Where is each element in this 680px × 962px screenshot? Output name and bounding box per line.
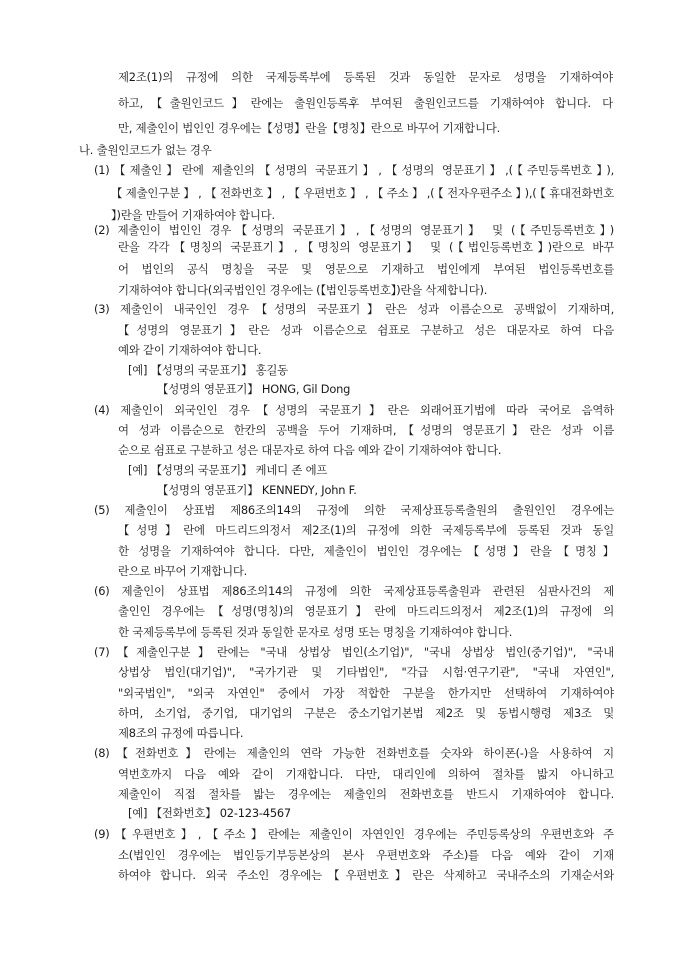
text-line: (7)【제출인구분】란에는 "국내 상법상 법인(소기업)", "국내 상법상 법인(중기업)", "국내 [94,645,614,659]
text-line: 란으로 바꾸어 기재합니다. [118,564,248,578]
text-line: 예와 같이 기재하여야 합니다. [118,343,262,357]
text-line: (5) 제출인이 상표법 제86조의14의 규정에 의한 국제상표등록출원의 출원인인 경우에는 [94,503,614,517]
text-line: 하며, 소기업, 중기업, 대기업의 구분은 중소기업기본법 제2조 및 동법시행령 제3조 및 [118,706,614,720]
text-line: 소(법인인 경우에는 법인등기부등본상의 본사 우편번호와 주소)를 다음 예와 같이 기재 [118,848,614,862]
text-line: 역번호까지 다음 예와 같이 기재합니다. 다만, 대리인에 의하여 절차를 밟지 아니하고 [118,767,614,781]
text-line: 출인인 경우에는【성명(명칭)의 영문표기】란에 마드리드의정서 제2조(1)의 규정에 의 [118,604,614,618]
text-line: (3) 제출인이 내국인인 경우【성명의 국문표기】란은 성과 이름순으로 공백없이 기재하며, [94,302,614,316]
text-line: 】)란을 만들어 기재하여야 합니다. [111,208,275,222]
text-line: 【성명의 영문표기】란은 성과 이름순으로 쉼표로 구분하고 성은 대문자로 하여 다음 [118,323,614,337]
text-line: "외국법인", "외국 자연인" 중에서 가장 적합한 구분을 한가지만 선택하여 기재하여야 [118,686,614,700]
text-line: 【성명】란에 마드리드의정서 제2조(1)의 규정에 의한 국제등록부에 등록된 것과 동일 [118,523,614,537]
text-line: 한 국제등록부에 등록된 것과 동일한 문자로 성명 또는 명칭을 기재하여야 합니다. [118,625,513,639]
text-line: 여 성과 이름순으로 한칸의 공백을 두어 기재하며,【성명의 영문표기】란은 성과 이름 [118,423,614,437]
example-line: [예] 【성명의 국문표기】 홍길동 [128,363,288,377]
text-line: 어 법인의 공식 명칭을 국문 및 영문으로 기재하고 법인에게 부여된 법인등록번호를 [118,262,614,276]
text-line: (4) 제출인이 외국인인 경우【성명의 국문표기】란은 외래어표기법에 따라 국어로 음역하 [94,403,614,417]
text-line: 하여야 합니다. 외국 주소인 경우에는【우편번호】란은 삭제하고 국내주소의 기재순서와 [118,868,614,882]
text-line: 기재하여야 합니다(외국법인인 경우에는 (【법인등록번호】)란을 삭제합니다). [118,283,488,297]
text-line: 하고,【출원인코드】란에는 출원인등록후 부여된 출원인코드를 기재하여야 합니다. 다 [118,96,613,110]
example-line: [예] 【성명의 국문표기】 케네디 존 에프 [128,463,328,477]
section-heading: 나. 출원인코드가 없는 경우 [79,143,212,157]
text-line: (2) 제출인이 법인인 경우【성명의 국문표기】,【성명의 영문표기】 및 (【주민등록번호】) [94,223,614,237]
text-line: 상법상 법인(대기업)", "국가기관 및 기타법인", "각급 시험·연구기관", "국내 자연인", [118,665,614,679]
text-line: (8)【전화번호】란에는 제출인의 연락 가능한 전화번호를 숫자와 하이폰(-)을 사용하여 지 [94,746,614,760]
text-line: 한 성명을 기재하여야 합니다. 다만, 제출인이 법인인 경우에는【성명】란을【명칭】 [118,544,614,558]
text-line: (9)【우편번호】,【주소】란에는 제출인이 자연인인 경우에는 주민등록상의 우편번호와 주 [94,827,614,841]
text-line: 란을 각각【명칭의 국문표기】,【명칭의 영문표기】 및 (【법인등록번호】)란으로 바꾸 [118,240,614,254]
example-line: 【성명의 영문표기】 KENNEDY, John F. [157,483,357,497]
text-line: 【제출인구분】,【전화번호】,【우편번호】,【주소】,(【전자우편주소】),(【휴대전화번호 [111,186,614,200]
example-line: [예] 【전화번호】 02-123-4567 [128,806,291,820]
text-line: (6) 제출인이 상표법 제86조의14의 규정에 의한 국제상표등록출원과 관련된 심판사건의 제 [94,584,614,598]
text-line: 만, 제출인이 법인인 경우에는【성명】란을【명칭】란으로 바꾸어 기재합니다. [118,121,501,135]
example-line: 【성명의 영문표기】 HONG, Gil Dong [157,382,351,396]
text-line: 제출인이 직접 절차를 밟는 경우에는 제출인의 전화번호를 반드시 기재하여야 합니다. [118,787,614,801]
text-line: 순으로 쉼표로 구분하고 성은 대문자로 하여 다음 예와 같이 기재하여야 합니다. [118,443,502,457]
text-line: (1)【제출인】란에 제출인의【성명의 국문표기】,【성명의 영문표기】,(【주민등록번호】), [94,163,614,177]
text-line: 제8조의 규정에 따릅니다. [118,726,244,740]
text-line: 제2조(1)의 규정에 의한 국제등록부에 등록된 것과 동일한 문자로 성명을 기재하여야 [118,70,613,84]
